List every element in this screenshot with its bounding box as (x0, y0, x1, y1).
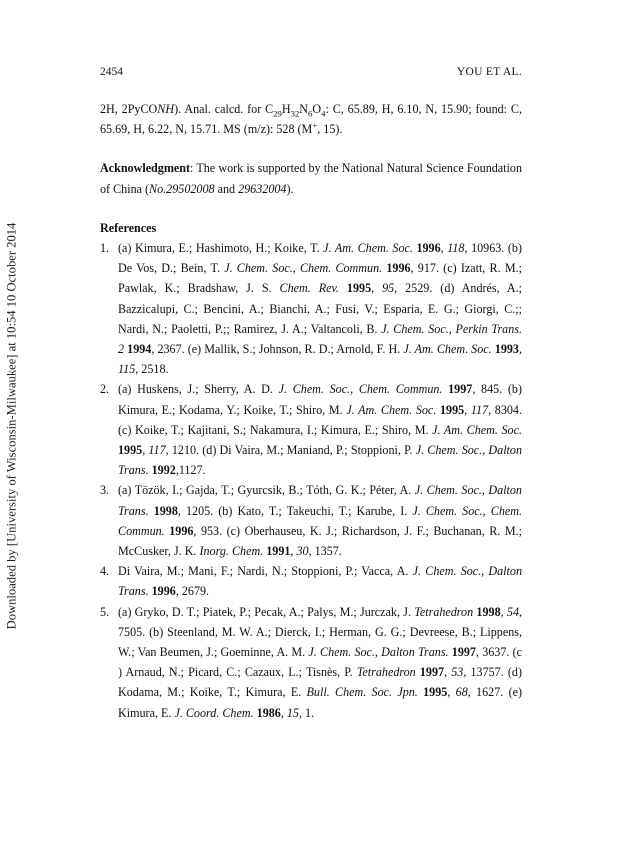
reference-italic: 117 (470, 402, 489, 417)
reference-text: , (518, 342, 522, 357)
page-body (100, 99, 522, 723)
reference-year: 1998 (153, 503, 178, 518)
reference-number: 1. (100, 241, 110, 256)
formula-element: O (312, 102, 322, 116)
reference-text: , 953. (c) Oberhauseu, K. J.; Richardson, J. F.; Buchanan, R. M.; McCusker, J. K. (118, 523, 522, 559)
reference-text: , 13757. (d) Kodama, M.; Koike, T.; Kimura, E. (118, 665, 522, 700)
reference-italic: 115 (118, 362, 136, 377)
acknowledgment-text: ). (286, 181, 294, 196)
reference-italic: J. Chem. Soc., Chem. Commun. (224, 261, 383, 276)
reference-italic: Tetrahedron (414, 604, 474, 619)
reference-text: , (444, 665, 452, 680)
reference-text: (a) Kimura, E.; Hashimoto, H.; Koike, T. (118, 241, 324, 256)
reference-text: , (464, 402, 471, 417)
analysis-paragraph (100, 99, 522, 139)
reference-year: 1996 (386, 261, 411, 276)
reference-year: 1995 (439, 402, 465, 417)
reference-number: 2. (100, 382, 110, 397)
reference-year: 1986 (256, 705, 281, 720)
grant-number: 29632004 (238, 181, 287, 196)
reference-text: , 1357. (308, 544, 342, 559)
reference-year: 1991 (266, 544, 291, 559)
reference-text: , 10963. (b) De Vos, D.; Bein, T. (118, 241, 522, 276)
reference-italic: 95 (382, 281, 395, 296)
reference-italic: Chem. Rev. (279, 281, 339, 296)
reference-text: , 1627. (e) Kimura, E. (118, 685, 522, 720)
analysis-text: , 15). (317, 122, 343, 137)
reference-year: 1997 (448, 382, 473, 397)
grant-number: No.29502008 (149, 181, 215, 196)
references-heading: References (100, 220, 157, 235)
reference-item (100, 379, 522, 480)
reference-year: 1996 (169, 523, 194, 538)
reference-text: ,1127. (175, 463, 206, 478)
reference-year: 1996 (416, 241, 441, 256)
reference-text: , 2367. (e) Mallik, S.; Johnson, R. D.; Arnold, F. H. (151, 342, 404, 357)
reference-italic: 30 (296, 544, 309, 559)
reference-item (100, 602, 522, 723)
download-notice: Downloaded by [University of Wisconsin-Milwaukee] at 10:54 10 October 2014 (4, 222, 19, 630)
reference-text: , (280, 705, 287, 720)
reference-italic: J. Am. Chem. Soc. (432, 422, 522, 437)
formula-subscript: 32 (290, 108, 300, 119)
reference-italic: 68 (455, 685, 468, 700)
reference-italic: J. Am. Chem. Soc. (346, 402, 437, 417)
formula-element: N (299, 102, 309, 116)
page-number: 2454 (100, 66, 123, 78)
reference-text: , (447, 685, 456, 700)
reference-italic: J. Chem. Soc., Chem. Commun. (118, 503, 523, 538)
reference-italic: J. Coord. Chem. (174, 705, 254, 720)
reference-text: , 7505. (b) Steenland, M. W. A.; Dierck, I.; Herman, G. G.; Devreese, B.; Lippens, W.; Van Beumen, J.; Goeminne, A. M. (118, 604, 523, 660)
reference-text: , 2529. (d) Andrés, A.; Bazzicalupi, C.; Bencini, A.; Bianchi, A.; Fusi, V.; Esparia, E. G.; Giorgi, C.;; Nardi, N.; Paoletti, P.;; Ramirez, J. A.; Valtancoli, B. (118, 281, 523, 336)
reference-text: , 3637. (c ) Arnaud, N.; Picard, C.; Cazaux, L.; Tisnès, P. (118, 645, 523, 680)
reference-text: , (371, 281, 383, 296)
reference-text (339, 281, 347, 295)
reference-text: , 8304. (c) Koike, T.; Kajitani, S.; Nakamura, I.; Kimura, E.; Shiro, M. (118, 402, 522, 437)
reference-year: 1995 (346, 281, 372, 296)
reference-text: (a) Huskens, J.; Sherry, A. D. (118, 382, 279, 397)
reference-italic: Inorg. Chem. (199, 544, 264, 559)
formula-subscript: 29 (273, 108, 282, 119)
reference-year: 1992 (151, 463, 176, 478)
reference-item (100, 561, 522, 601)
reference-year: 1993 (494, 342, 519, 357)
analysis-nh: NH (157, 102, 175, 116)
reference-text: , 1. (298, 705, 315, 720)
reference-item (100, 480, 522, 561)
reference-year: 1996 (151, 584, 176, 599)
download-watermark (2, 176, 22, 676)
acknowledgment-paragraph (100, 158, 522, 198)
formula-subscript: 6 (308, 108, 313, 119)
reference-year: 1995 (423, 685, 448, 700)
reference-text: , 2679. (175, 584, 210, 599)
analysis-text: ). Anal. calcd. for C (174, 102, 274, 116)
reference-text: , (440, 241, 448, 256)
reference-italic: J. Chem. Soc., Dalton Trans. (118, 443, 523, 478)
reference-italic: J. Chem. Soc., Dalton Trans. (118, 483, 522, 518)
reference-year: 1998 (476, 604, 501, 619)
reference-year: 1997 (451, 645, 476, 660)
analysis-text: 2H, 2PyCO (100, 102, 158, 116)
reference-text: , (142, 443, 149, 458)
reference-italic: J. Chem. Soc., Dalton Trans. (118, 564, 522, 599)
reference-text: , 2518. (135, 362, 169, 377)
charge-superscript: + (312, 120, 318, 131)
formula-element: H (281, 102, 291, 116)
reference-text: , 845. (b) Kimura, E.; Kodama, Y.; Koike, T.; Shiro, M. (118, 382, 522, 417)
reference-italic: J. Chem. Soc., Chem. Commun. (278, 382, 443, 397)
reference-item (100, 238, 522, 379)
reference-year: 1994 (127, 342, 152, 357)
reference-italic: 15 (286, 705, 299, 720)
reference-italic: J. Chem. Soc., Perkin Trans. 2 (118, 321, 522, 357)
reference-year: 1995 (118, 443, 143, 458)
reference-text: (a) Tözök, I.; Gajda, T.; Gyurcsik, B.; Tóth, G. K.; Péter, A. (118, 483, 415, 498)
analysis-text: found: C, 65.69, H, 6.22, N, 15.71. MS (m/z): 528 (M (100, 102, 522, 137)
reference-italic: Tetrahedron (356, 665, 416, 680)
reference-italic: 118 (447, 241, 465, 256)
reference-number: 3. (100, 483, 110, 498)
reference-text: , 1210. (d) Di Vaira, M.; Maniand, P.; Stoppioni, P. (165, 443, 416, 458)
reference-italic: J. Chem. Soc., Dalton Trans. (308, 645, 449, 660)
reference-text: Di Vaira, M.; Mani, F.; Nardi, N.; Stoppioni, P.; Vacca, A. (118, 564, 413, 579)
reference-number: 5. (100, 604, 110, 619)
acknowledgment-label: Acknowledgment (100, 161, 191, 176)
reference-list (100, 238, 522, 723)
reference-number: 4. (100, 564, 110, 579)
reference-year: 1997 (419, 665, 445, 680)
reference-text: , 917. (c) Izatt, R. M.; Pawlak, K.; Bradshaw, J. S. (118, 261, 522, 296)
reference-italic: 54 (506, 604, 519, 619)
running-head: YOU ET AL. (456, 66, 522, 78)
acknowledgment-text: : The work is supported by the National Natural Science Foundation of China ( (100, 161, 522, 196)
analysis-text: : C, 65.89, H, 6.10, N, 15.90; (325, 102, 472, 116)
reference-italic: 53 (451, 665, 464, 680)
acknowledgment-text: and (214, 181, 239, 196)
reference-text: (a) Gryko, D. T.; Piatek, P.; Pecak, A.; Palys, M.; Jurczak, J. (118, 604, 415, 619)
reference-italic: J. Am. Chem. Soc. (323, 241, 413, 256)
reference-text: , (500, 604, 507, 619)
reference-italic: 117 (148, 443, 166, 458)
reference-italic: Bull. Chem. Soc. Jpn. (306, 685, 418, 700)
reference-text: , (290, 544, 297, 559)
reference-text: , 1205. (b) Kato, T.; Takeuchi, T.; Karube, I. (177, 503, 413, 518)
formula-subscript: 4 (321, 108, 326, 119)
reference-italic: J. Am. Chem. Soc. (403, 342, 492, 357)
